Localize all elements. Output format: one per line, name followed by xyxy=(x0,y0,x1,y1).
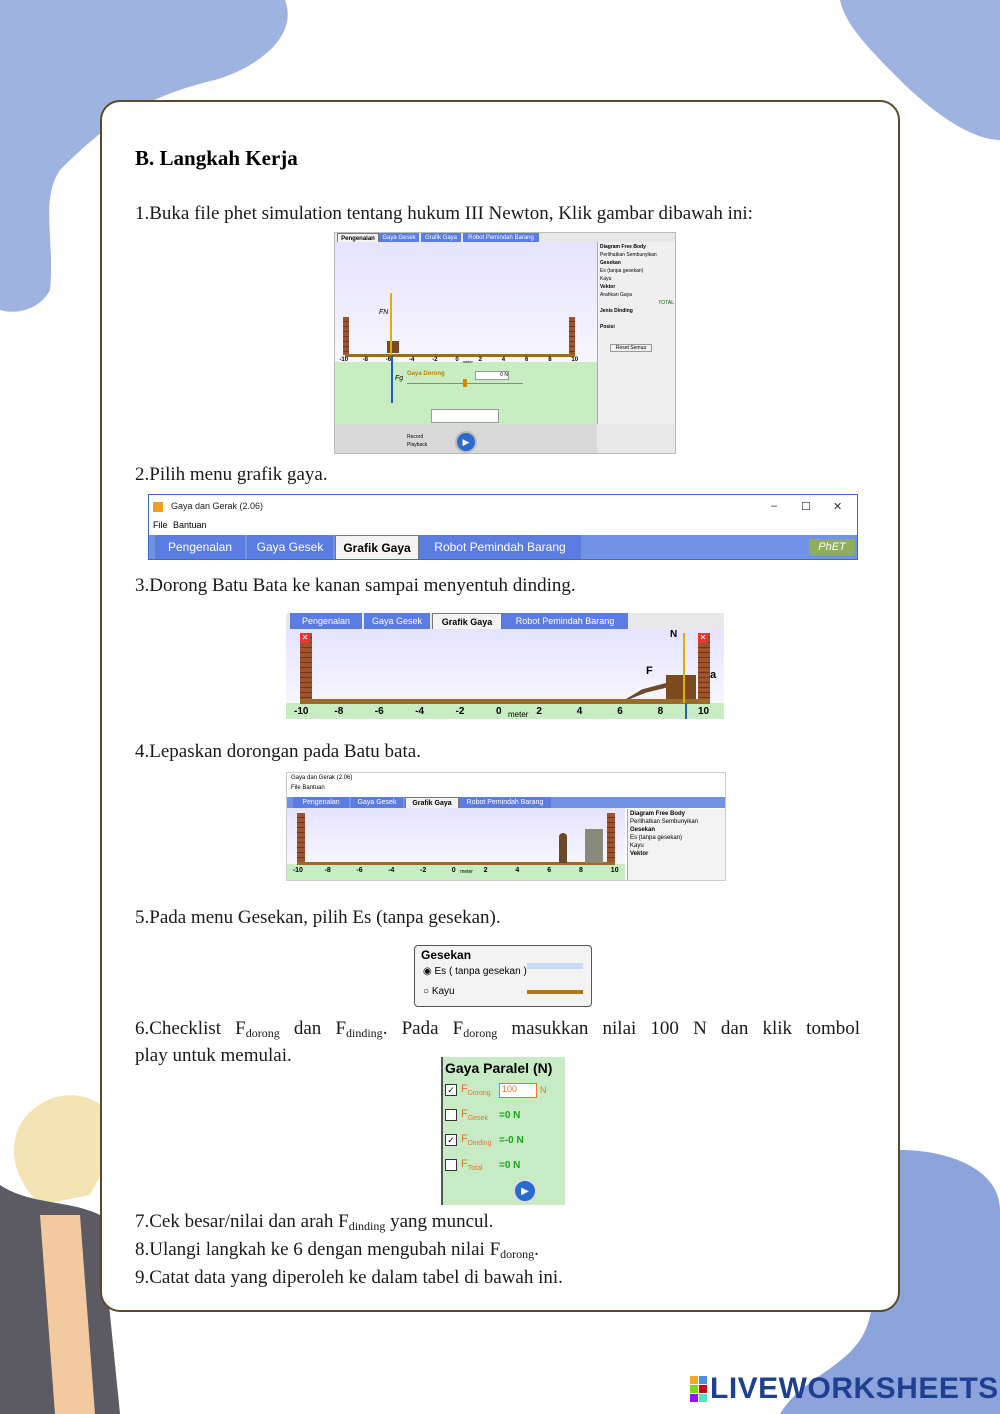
force-checkbox[interactable] xyxy=(445,1109,457,1121)
force-checkbox[interactable]: ✓ xyxy=(445,1134,457,1146)
axis-tick-label: -4 xyxy=(415,706,425,717)
panel-options[interactable]: Perlihatkan Sembunyikan xyxy=(600,252,657,258)
tab-strip xyxy=(287,797,725,808)
force-value: =-0 N xyxy=(499,1134,524,1146)
sim-sky xyxy=(335,242,597,365)
force-name: $F_{Total}$ xyxy=(461,1157,483,1173)
force-dorong-input[interactable]: 100 xyxy=(499,1083,537,1098)
ftotal-label: TOTAL xyxy=(658,300,674,306)
tab-gaya-gesek[interactable]: Gaya Gesek xyxy=(364,613,430,629)
force-value: =0 N xyxy=(499,1109,521,1121)
close-wall-right-icon[interactable]: ✕ xyxy=(699,633,707,642)
person-figure xyxy=(559,833,567,863)
panel-options[interactable]: Perlihatkan Sembunyikan xyxy=(630,819,699,825)
panel-title: Diagram Free Body xyxy=(600,244,646,250)
shot1-axis xyxy=(339,357,579,366)
tab-grafik-gaya[interactable]: Grafik Gaya xyxy=(432,613,502,630)
gaya-dorong-input[interactable]: 0 N xyxy=(475,371,509,380)
liveworksheets-mark-icon xyxy=(690,1376,707,1402)
gesekan-panel-screenshot[interactable] xyxy=(414,945,592,1007)
force-value: =0 N xyxy=(499,1159,521,1171)
force-checkbox[interactable]: ✓ xyxy=(445,1084,457,1096)
play-button[interactable]: ▶ xyxy=(455,431,477,453)
kayu-option[interactable]: ○ Kayu xyxy=(423,986,455,997)
play-button[interactable]: ▶ xyxy=(513,1179,537,1203)
object-selector-dropdown[interactable] xyxy=(431,409,499,423)
tab-gaya-gesek[interactable]: Gaya Gesek xyxy=(247,535,333,559)
axis-tick-label: 2 xyxy=(478,357,482,363)
axis-tick-label: 8 xyxy=(657,706,664,717)
kayu-option[interactable]: Kayu xyxy=(600,276,612,282)
release-brick-screenshot[interactable] xyxy=(286,772,726,881)
brick-object xyxy=(387,341,399,353)
wall-right xyxy=(607,813,615,865)
jenis-dinding-heading: Jenis Dinding xyxy=(600,308,633,314)
window-title: Gaya dan Gerak (2.06) xyxy=(171,501,264,511)
phet-logo: PhET xyxy=(809,539,855,555)
axis-tick-label: 10 xyxy=(610,867,619,874)
app-icon xyxy=(153,502,163,512)
sim-tab-bar xyxy=(286,613,724,629)
step-6-text-line1: 6.Checklist $F_{dorong}$ dan $F_{dinding}$. Pada $F_{dorong}$ masukkan nilai 100 N dan klik tombol xyxy=(135,1018,861,1040)
gesekan-title: Gesekan xyxy=(421,948,472,962)
axis-tick-label: -8 xyxy=(362,357,368,363)
control-panel xyxy=(627,809,726,880)
ff-label: F xyxy=(646,665,653,677)
phet-simulation-screenshot-1[interactable] xyxy=(334,232,676,454)
force-row xyxy=(445,1154,520,1176)
step-2-text: 2.Pilih menu grafik gaya. xyxy=(135,464,328,485)
close-button[interactable]: ✕ xyxy=(833,501,843,513)
axis-tick-label: -6 xyxy=(385,357,392,363)
fn-label: FN xyxy=(379,309,389,316)
brick-object xyxy=(585,829,603,863)
step-9-text: 9.Catat data yang diperoleh ke dalam tabel di bawah ini. xyxy=(135,1267,563,1288)
tab-pengenalan[interactable]: Pengenalan xyxy=(293,797,349,808)
tab-robot-pemindah-barang[interactable]: Robot Pemindah Barang xyxy=(463,233,539,242)
gesekan-heading: Gesekan xyxy=(600,260,621,266)
tab-grafik-gaya[interactable]: Grafik Gaya xyxy=(421,233,461,242)
axis-tick-label: 6 xyxy=(525,357,529,363)
force-row xyxy=(445,1079,547,1101)
reset-button[interactable]: Reset Semua xyxy=(610,344,652,352)
control-panel xyxy=(597,242,676,424)
wall-left xyxy=(343,317,349,355)
force-checkbox[interactable] xyxy=(445,1159,457,1171)
axis-tick-label: 0 xyxy=(496,706,502,717)
axis-tick-label: 6 xyxy=(547,867,552,874)
axis-tick-label: 8 xyxy=(579,867,583,874)
step-6-text-line2: play untuk memulai. xyxy=(135,1045,292,1066)
tab-pengenalan[interactable]: Pengenalan xyxy=(155,535,245,559)
liveworksheets-text: LIVEWORKSHEETS xyxy=(710,1372,999,1405)
record-radio[interactable]: Record xyxy=(407,434,424,440)
es-option[interactable]: Es (tanpa gesekan) xyxy=(630,835,683,841)
close-wall-left-icon[interactable]: ✕ xyxy=(301,633,309,642)
axis-tick-label: -10 xyxy=(292,867,303,874)
liveworksheets-logo[interactable] xyxy=(690,1372,999,1406)
step-4-text: 4.Lepaskan dorongan pada Batu bata. xyxy=(135,741,421,762)
ground-plank xyxy=(300,699,710,704)
tab-robot-pemindah-barang[interactable]: Robot Pemindah Barang xyxy=(502,613,628,629)
ground-plank xyxy=(297,862,615,865)
window-menu-screenshot[interactable] xyxy=(148,494,858,560)
tab-pengenalan[interactable]: Pengenalan xyxy=(337,233,379,243)
minimize-button[interactable]: – xyxy=(771,500,778,512)
axis-tick-label: 0 xyxy=(455,357,459,363)
tab-robot-pemindah-barang[interactable]: Robot Pemindah Barang xyxy=(459,797,551,808)
wood-swatch xyxy=(527,990,583,994)
section-heading: B. Langkah Kerja xyxy=(135,146,298,170)
kayu-option[interactable]: Kayu xyxy=(630,843,644,849)
push-brick-screenshot[interactable] xyxy=(286,613,724,719)
axis-tick-label: -2 xyxy=(420,867,427,874)
axis-tick-label: 2 xyxy=(483,867,488,874)
menu-file[interactable]: File xyxy=(153,520,168,530)
es-option[interactable]: ◉ Es ( tanpa gesekan ) xyxy=(423,966,527,977)
gesekan-heading: Gesekan xyxy=(630,827,656,833)
vektor-option[interactable]: Arahkan Gaya xyxy=(600,292,632,298)
step-1-text: 1.Buka file phet simulation tentang hukum III Newton, Klik gambar dibawah ini: xyxy=(135,203,753,224)
axis-tick-label: -2 xyxy=(455,706,465,717)
axis-tick-label: 0 xyxy=(451,867,456,874)
axis-tick-label: 4 xyxy=(515,867,520,874)
step-7-text: 7.Cek besar/nilai dan arah $F_{dinding}$ yang muncul. xyxy=(135,1211,494,1233)
axis-tick-label: 6 xyxy=(617,706,623,717)
vektor-heading: Vektor xyxy=(600,284,616,290)
tab-strip xyxy=(149,535,857,559)
shot4-axis xyxy=(292,867,619,877)
axis-tick-label: 8 xyxy=(548,357,552,363)
wall-right xyxy=(569,317,575,355)
brick-object xyxy=(666,675,696,699)
panel-title: Diagram Free Body xyxy=(630,811,686,817)
force-rows xyxy=(445,1079,563,1179)
gaya-paralel-title: Gaya Paralel (N) xyxy=(445,1060,553,1076)
tab-gaya-gesek[interactable]: Gaya Gesek xyxy=(351,797,403,808)
axis-tick-label: -6 xyxy=(356,867,363,874)
normal-force-arrow xyxy=(390,293,392,355)
fg-label: Fg xyxy=(395,375,404,382)
force-name: $F_{Dinding}$ xyxy=(461,1132,492,1148)
axis-tick-label: -8 xyxy=(334,706,344,717)
force-name: $F_{Gesek}$ xyxy=(461,1107,488,1123)
force-unit: N xyxy=(540,1085,547,1095)
gaya-paralel-panel-screenshot[interactable] xyxy=(441,1057,565,1205)
tab-grafik-gaya[interactable]: Grafik Gaya xyxy=(335,535,419,560)
axis-tick-label: -8 xyxy=(324,867,331,874)
step-3-text: 3.Dorong Batu Bata ke kanan sampai menyentuh dinding. xyxy=(135,575,576,596)
wall-left xyxy=(300,633,312,703)
tab-pengenalan[interactable]: Pengenalan xyxy=(290,613,362,629)
step-8-text: 8.Ulangi langkah ke 6 dengan mengubah nilai $F_{dorong}$. xyxy=(135,1239,539,1261)
axis-tick-label: 10 xyxy=(571,357,579,363)
axis-unit-label: meter xyxy=(460,869,473,876)
window-title: Gaya dan Gerak (2.06) xyxy=(291,775,353,781)
sim-sky xyxy=(287,808,625,864)
wall-right xyxy=(698,633,710,703)
axis-tick-label: -2 xyxy=(432,357,438,363)
shot3-axis xyxy=(294,706,710,719)
axis-tick-label: -4 xyxy=(388,867,395,874)
es-option[interactable]: Es (tanpa gesekan) xyxy=(600,268,644,274)
axis-tick-label: 4 xyxy=(501,357,506,363)
fn-label: N xyxy=(670,629,678,640)
step-5-text: 5.Pada menu Gesekan, pilih Es (tanpa gesekan). xyxy=(135,907,501,928)
axis-tick-label: 2 xyxy=(536,706,542,717)
tab-grafik-gaya[interactable]: Grafik Gaya xyxy=(405,797,459,809)
force-row xyxy=(445,1104,520,1126)
vektor-heading: Vektor xyxy=(630,851,649,857)
axis-tick-label: -10 xyxy=(294,706,309,717)
playback-radio[interactable]: Playback xyxy=(407,442,428,448)
maximize-button[interactable]: ☐ xyxy=(801,501,811,513)
axis-unit-label: meter xyxy=(508,709,529,719)
menu-bar[interactable]: File Bantuan xyxy=(291,785,325,791)
normal-force-arrow xyxy=(683,633,685,703)
gaya-dorong-slider-thumb[interactable] xyxy=(463,379,467,387)
axis-unit-label: meter xyxy=(462,359,473,365)
tab-robot-pemindah-barang[interactable]: Robot Pemindah Barang xyxy=(419,535,581,559)
axis-tick-label: -6 xyxy=(374,706,384,717)
posisi-heading: Posisi xyxy=(600,324,615,330)
fa-label: a xyxy=(710,669,717,681)
force-row xyxy=(445,1129,524,1151)
menu-bantuan[interactable]: Bantuan xyxy=(173,520,207,530)
tab-gaya-gesek[interactable]: Gaya Gesek xyxy=(379,233,419,242)
axis-tick-label: -10 xyxy=(339,357,349,363)
wall-left xyxy=(297,813,305,865)
axis-tick-label: 4 xyxy=(576,706,583,717)
sim-tab-bar xyxy=(335,233,597,242)
ice-swatch xyxy=(527,963,583,969)
sim-sky xyxy=(286,629,724,703)
axis-tick-label: 10 xyxy=(698,706,710,717)
gaya-dorong-label: Gaya Dorong xyxy=(407,371,445,377)
axis-tick-label: -4 xyxy=(409,357,415,363)
force-name: $F_{Dorong}$ xyxy=(461,1082,491,1098)
